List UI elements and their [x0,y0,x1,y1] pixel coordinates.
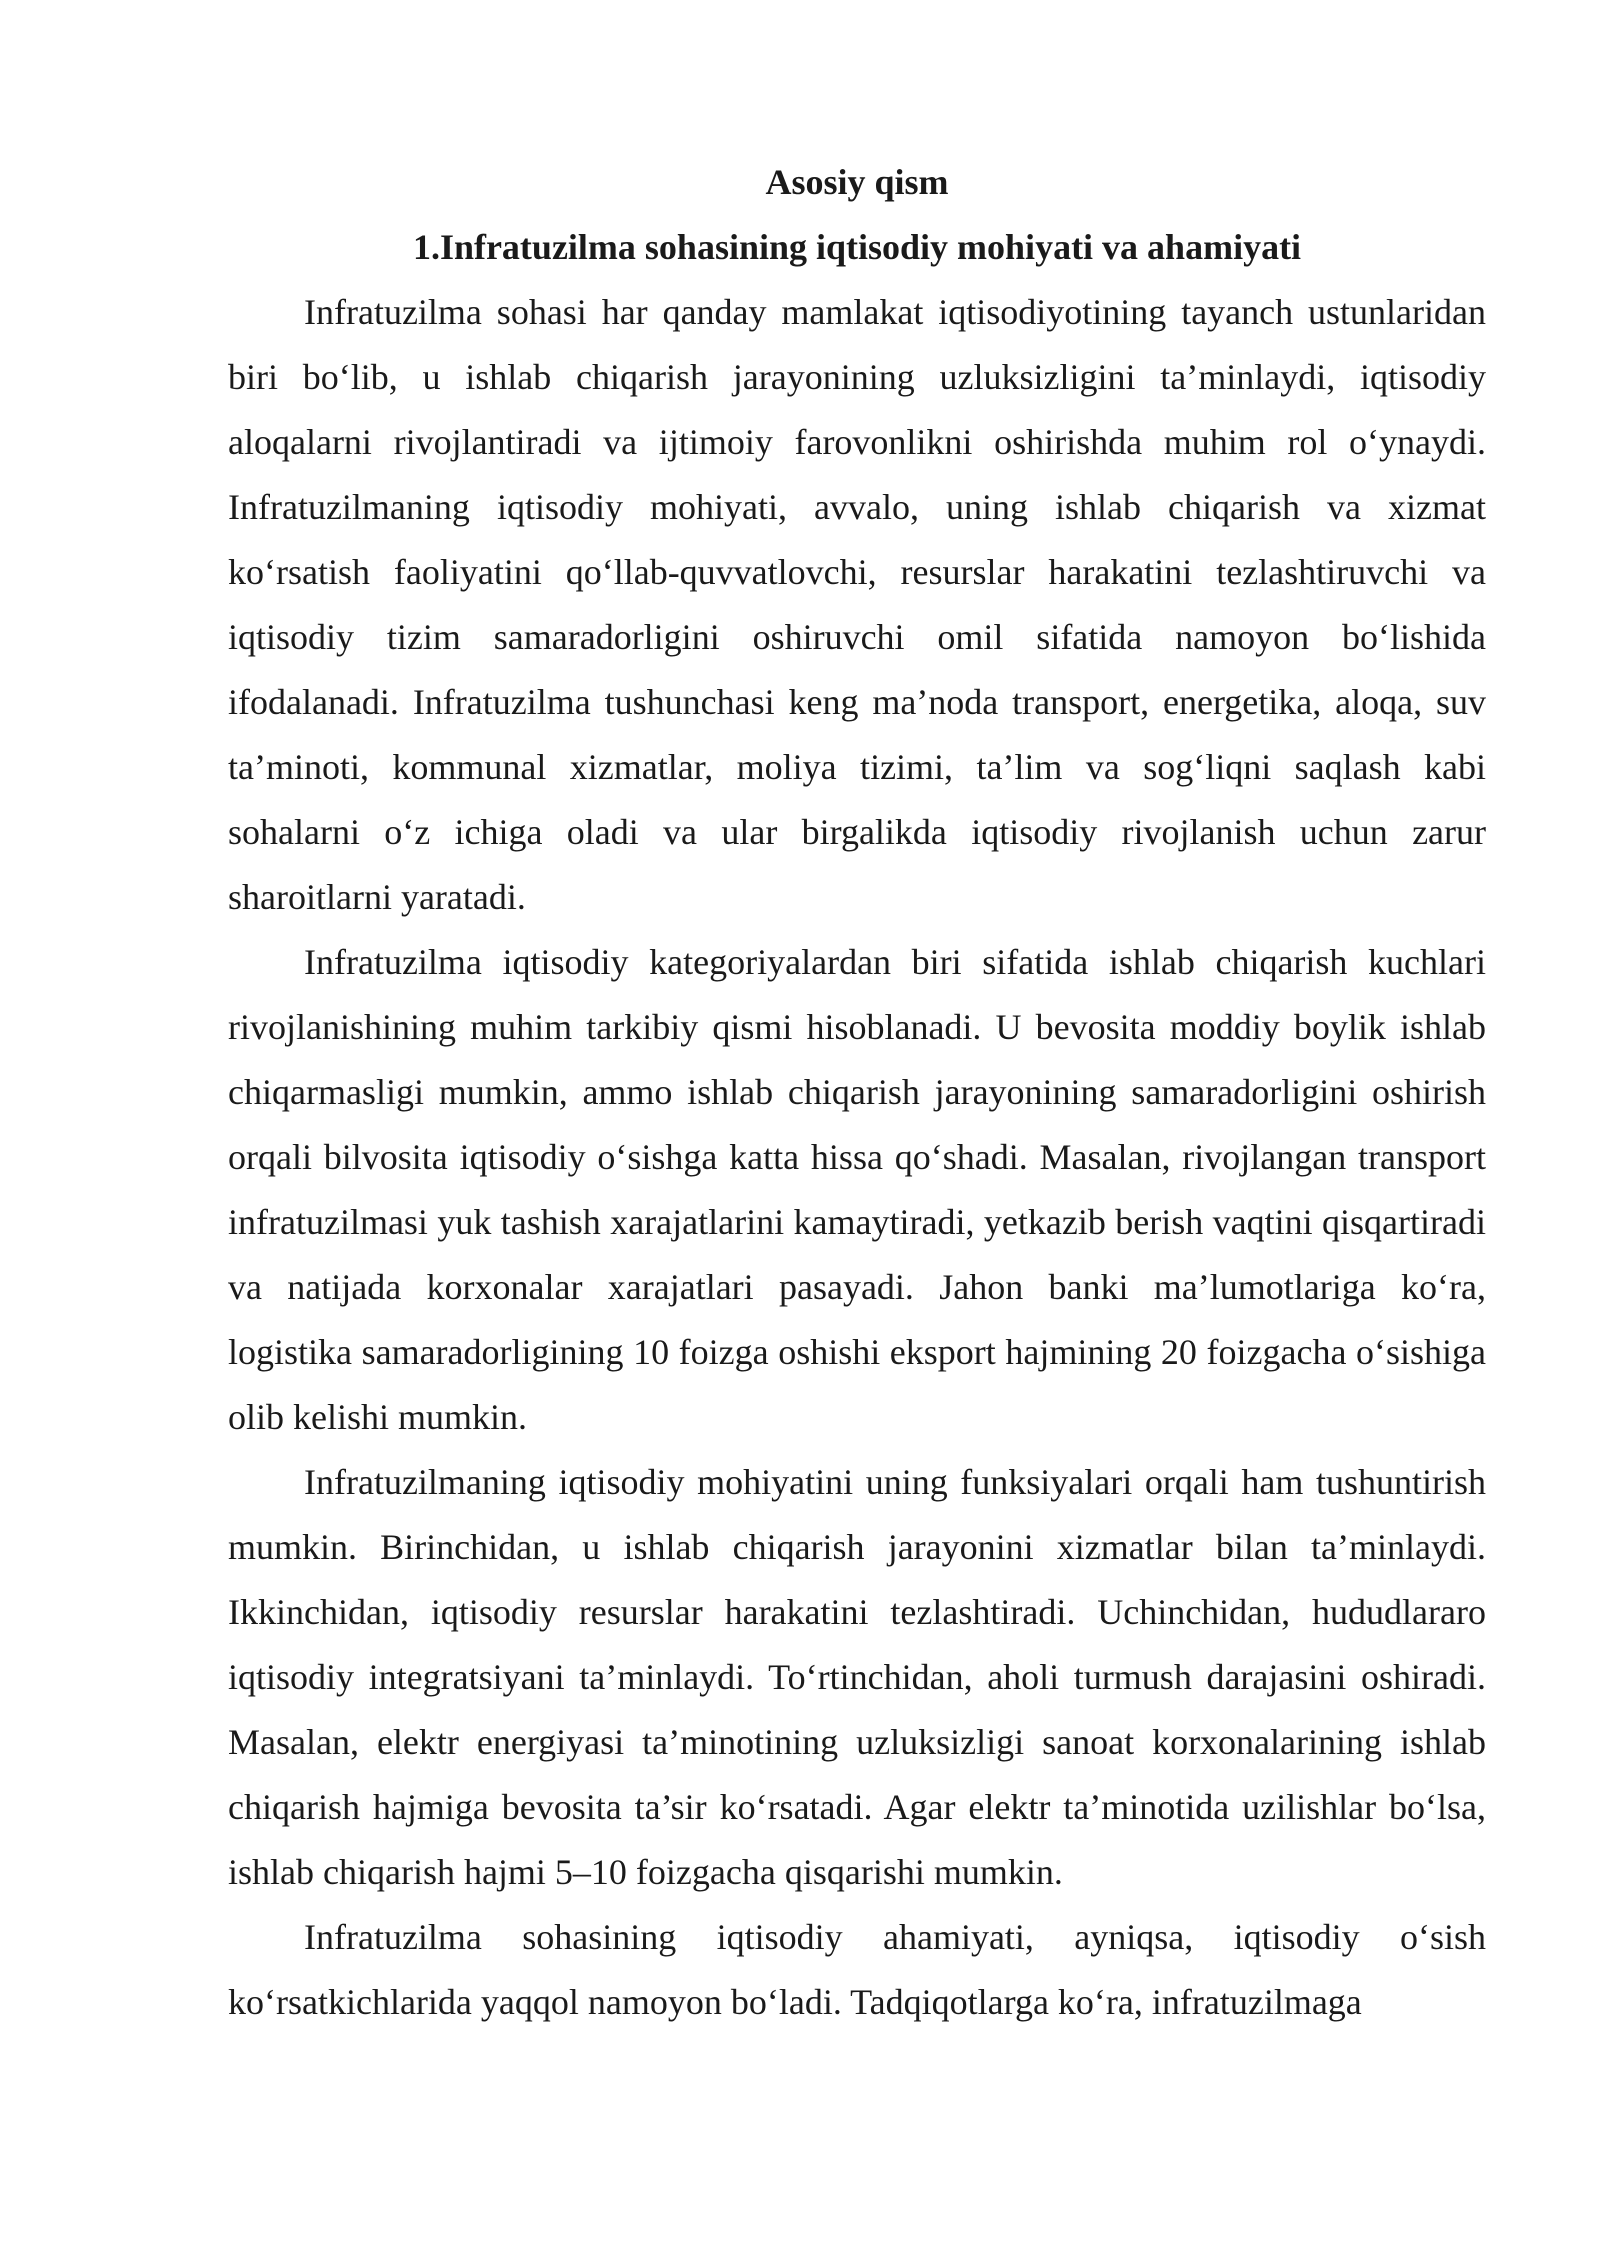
section-title: Asosiy qism [765,162,949,202]
paragraph-2: Infratuzilma iqtisodiy kategoriyalardan biri sifatida ishlab chiqarish kuchlari rivojlanishining muhim tarkibiy qismi hisoblanadi. U bevosita moddiy boylik ishlab chiqarmasligi mumkin, ammo ishlab chiqarish jarayonining samaradorligini oshirish orqali bilvosita iqtisodiy o‘sishga katta hissa qo‘shadi. Masalan, rivojlangan transport infratuzilmasi yuk tashish xarajatlarini kamaytiradi, yetkazib berish vaqtini qisqartiradi va natijada korxonalar xarajatlari pasayadi. Jahon banki ma’lumotlariga ko‘ra, logistika samaradorligining 10 foizga oshishi eksport hajmining 20 foizgacha o‘sishiga olib kelishi mumkin. [228,942,1486,1437]
paragraph-1: Infratuzilma sohasi har qanday mamlakat iqtisodiyotining tayanch ustunlaridan biri bo‘lib, u ishlab chiqarish jarayonining uzluksizligini ta’minlaydi, iqtisodiy aloqalarni rivojlantiradi va ijtimoiy farovonlikni oshirishda muhim rol o‘ynaydi. Infratuzilmaning iqtisodiy mohiyati, avvalo, uning ishlab chiqarish va xizmat ko‘rsatish faoliyatini qo‘llab-quvvatlovchi, resurslar harakatini tezlashtiruvchi va iqtisodiy tizim samaradorligini oshiruvchi omil sifatida namoyon bo‘lishida ifodalanadi. Infratuzilma tushunchasi keng ma’noda transport, energetika, aloqa, suv ta’minoti, kommunal xizmatlar, moliya tizimi, ta’lim va sog‘liqni saqlash kabi sohalarni o‘z ichiga oladi va ular birgalikda iqtisodiy rivojlanish uchun zarur sharoitlarni yaratadi. [228,292,1486,917]
chapter-title: 1.Infratuzilma sohasining iqtisodiy mohiyati va ahamiyati [412,227,1302,267]
paragraph-4: Infratuzilma sohasining iqtisodiy ahamiyati, ayniqsa, iqtisodiy o‘sish ko‘rsatkichlarida yaqqol namoyon bo‘ladi. Tadqiqotlarga ko‘ra, infratuzilmaga [228,1917,1486,2022]
paragraph-3: Infratuzilmaning iqtisodiy mohiyatini uning funksiyalari orqali ham tushuntirish mumkin. Birinchidan, u ishlab chiqarish jarayonini xizmatlar bilan ta’minlaydi. Ikkinchidan, iqtisodiy resurslar harakatini tezlashtiradi. Uchinchidan, hududlararo iqtisodiy integratsiyani ta’minlaydi. To‘rtinchidan, aholi turmush darajasini oshiradi. Masalan, elektr energiyasi ta’minotining uzluksizligi sanoat korxonalarining ishlab chiqarish hajmiga bevosita ta’sir ko‘rsatadi. Agar elektr ta’minotida uzilishlar bo‘lsa, ishlab chiqarish hajmi 5–10 foizgacha qisqarishi mumkin. [228,1462,1486,1892]
document-page [228,150,1486,2035]
